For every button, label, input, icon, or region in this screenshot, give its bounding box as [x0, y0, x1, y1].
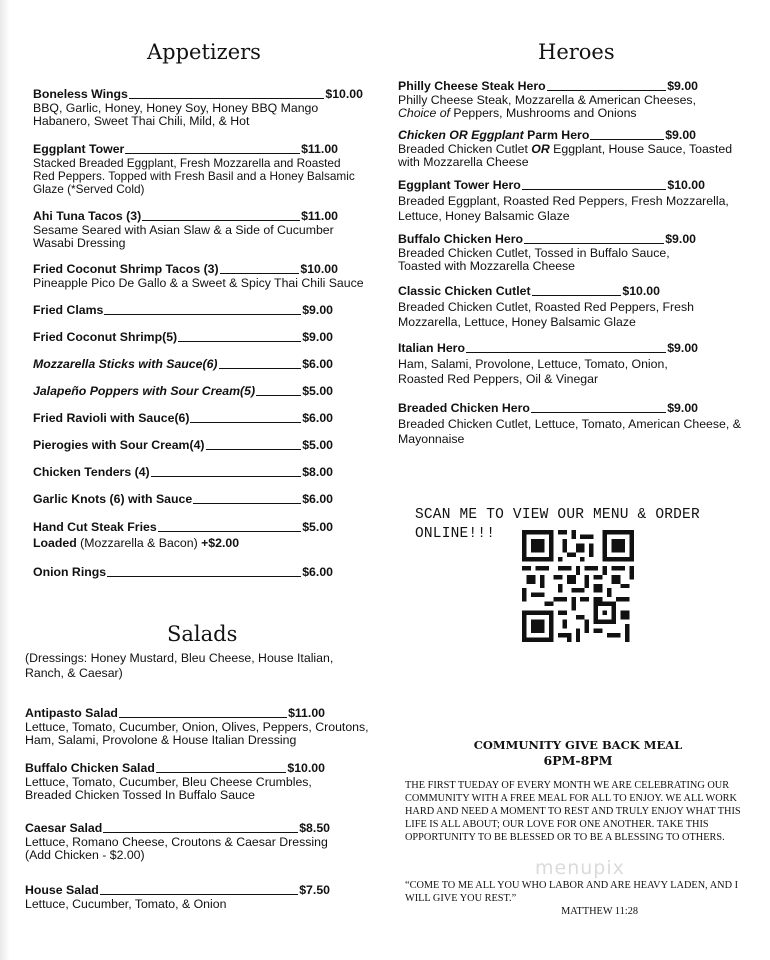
item-price: $9.00: [667, 401, 698, 415]
menu-item: [33, 521, 333, 550]
item-desc: Stacked Breaded Eggplant, Fresh Mozzarella and Roasted Red Peppers. Topped with Fresh Basil and a Honey Balsamic Glaze (*Served Cold): [33, 155, 355, 196]
item-desc-rest: Peppers, Mushrooms and Onions: [449, 106, 637, 121]
item-price: $7.50: [299, 883, 330, 897]
menu-item: [398, 401, 741, 447]
item-desc-italic: Choice of: [398, 106, 450, 121]
item-desc: Breaded Eggplant, Roasted Red Peppers, Fresh Mozzarella, Lettuce, Honey Balsamic Glaze: [398, 193, 729, 223]
item-name: Parm Hero: [523, 128, 590, 142]
loaded-label: Loaded: [33, 535, 77, 550]
scan-text: SCAN ME TO VIEW OUR MENU & ORDER ONLINE!!!: [415, 507, 700, 542]
item-price: $11.00: [301, 142, 338, 156]
heroes-title: Heroes: [538, 40, 615, 64]
item-name: Hand Cut Steak Fries: [33, 520, 157, 534]
item-name: Buffalo Chicken Hero: [398, 232, 524, 246]
qr-code-icon[interactable]: [522, 530, 634, 642]
item-desc: Philly Cheese Steak, Mozzarella & American Cheeses,: [398, 92, 696, 107]
item-name: Ahi Tuna Tacos (3): [33, 209, 142, 223]
item-name: Buffalo Chicken Salad: [25, 761, 155, 775]
item-desc: Lettuce, Romano Cheese, Croutons & Caesar Dressing (Add Chicken - $2.00): [25, 834, 328, 863]
menu-item: [33, 493, 333, 507]
menu-item: [33, 304, 333, 318]
item-desc: Breaded Chicken Cutlet, Roasted Red Peppers, Fresh Mozzarella, Lettuce, Honey Balsamic Glaze: [398, 299, 694, 330]
item-name: Caesar Salad: [25, 821, 103, 835]
item-desc: Pineapple Pico De Gallo & a Sweet & Spicy Thai Chili Sauce: [33, 275, 364, 290]
dressings-note: (Dressings: Honey Mustard, Bleu Cheese, House Italian, Ranch, & Caesar): [25, 651, 334, 680]
menu-item: [33, 385, 333, 399]
item-price: $5.00: [302, 384, 333, 398]
item-name: Garlic Knots (6) with Sauce: [33, 492, 193, 506]
giveback-quote-block: [405, 880, 750, 919]
item-name: Mozzarella Sticks with Sauce(6): [33, 357, 218, 371]
item-desc: Breaded Chicken Cutlet: [398, 141, 532, 156]
item-price: $5.00: [302, 438, 333, 452]
salads-title: Salads: [167, 622, 238, 646]
menu-item: [33, 566, 333, 580]
item-name: Eggplant Tower: [33, 142, 125, 156]
item-name: Breaded Chicken Hero: [398, 401, 530, 415]
item-desc-or: OR: [531, 141, 550, 156]
item-name: Jalapeño Poppers with Sour Cream(5): [33, 384, 256, 398]
item-desc: Lettuce, Tomato, Cucumber, Onion, Olives, Peppers, Croutons, Ham, Salami, Provolone & House Italian Dressing: [25, 719, 369, 748]
menu-item: [33, 210, 338, 251]
giveback-body: THE FIRST TUEDAY OF EVERY MONTH WE ARE CELEBRATING OUR COMMUNITY WITH A FREE MEAL FOR ALL TO ENJOY. WE ALL WORK HARD AND NEED A MOMENT TO REST AND TRULY ENJOY WHAT THIS LIFE IS ALL ABOUT; OUR LOVE FOR ONE ANOTHER. TAKE THIS OPPORTUNITY TO BE BLESSED OR TO BE A BLESSING TO OTHERS.: [405, 780, 741, 843]
menu-item: [33, 262, 364, 290]
item-name: Fried Coconut Shrimp Tacos (3): [33, 262, 219, 276]
item-price: $11.00: [288, 706, 325, 720]
item-price: $6.00: [302, 492, 333, 506]
item-name: Boneless Wings: [33, 87, 128, 101]
menu-item: [398, 342, 698, 387]
item-name: Onion Rings: [33, 565, 107, 579]
menu-item: [398, 178, 729, 224]
item-desc: Breaded Chicken Cutlet, Tossed in Buffalo Sauce, Toasted with Mozzarella Cheese: [398, 245, 670, 274]
item-desc: Breaded Chicken Cutlet, Lettuce, Tomato, American Cheese, & Mayonnaise: [398, 416, 741, 446]
menu-item: [33, 412, 333, 426]
item-price: $6.00: [302, 565, 333, 579]
item-price: $6.00: [302, 357, 333, 371]
item-name: House Salad: [25, 883, 99, 897]
menu-item: [33, 466, 333, 480]
item-price: $8.50: [299, 821, 330, 835]
item-desc: Ham, Salami, Provolone, Lettuce, Tomato, Onion, Roasted Red Peppers, Oil & Vinegar: [398, 356, 668, 386]
item-desc-rest: Eggplant, House Sauce, Toasted with Mozzarella Cheese: [398, 141, 733, 170]
giveback-time: 6PM-8PM: [543, 753, 613, 768]
giveback-reference: MATTHEW 11:28: [561, 905, 638, 917]
item-price: $9.00: [665, 232, 696, 246]
item-name: Eggplant Tower Hero: [398, 178, 521, 192]
giveback-title: COMMUNITY GIVE BACK MEAL: [473, 738, 683, 752]
item-name: Fried Clams: [33, 303, 104, 317]
menu-item: [25, 762, 325, 803]
item-price: $9.00: [302, 330, 333, 344]
item-desc: Sesame Seared with Asian Slaw & a Side of Cucumber Wasabi Dressing: [33, 222, 334, 251]
item-name: Italian Hero: [398, 341, 465, 355]
item-desc: Lettuce, Tomato, Cucumber, Bleu Cheese Crumbles, Breaded Chicken Tossed In Buffalo Sauce: [25, 774, 312, 803]
item-price: $10.00: [325, 87, 363, 101]
item-price: $10.00: [300, 262, 338, 276]
menu-item: [33, 331, 333, 345]
menu-item: [33, 358, 333, 372]
item-name: Chicken Tenders (4): [33, 465, 150, 479]
menu-item: [33, 142, 355, 196]
item-price: $10.00: [287, 761, 325, 775]
item-name: Fried Ravioli with Sauce(6): [33, 411, 190, 425]
watermark: menupix: [535, 857, 625, 879]
menu-item: [25, 822, 330, 863]
item-name-italic: Chicken OR Eggplant: [398, 128, 524, 142]
item-name: Philly Cheese Steak Hero: [398, 79, 546, 93]
menu-item: [398, 233, 696, 274]
item-name: Fried Coconut Shrimp(5): [33, 330, 178, 344]
item-price: $8.00: [302, 465, 333, 479]
loaded-price: +$2.00: [201, 535, 240, 550]
item-price: $5.00: [302, 520, 333, 534]
appetizers-title: Appetizers: [147, 40, 261, 64]
item-desc: BBQ, Garlic, Honey, Honey Soy, Honey BBQ Mango Habanero, Sweet Thai Chili, Mild, & Hot: [33, 100, 319, 129]
menu-item: [33, 88, 363, 129]
item-name: Classic Chicken Cutlet: [398, 284, 531, 298]
item-price: $9.00: [667, 341, 698, 355]
menu-item: [25, 884, 330, 911]
page-edge: [0, 0, 10, 960]
item-price: $9.00: [665, 128, 696, 142]
item-price: $6.00: [302, 411, 333, 425]
item-price: $9.00: [302, 303, 333, 317]
item-price: $11.00: [301, 209, 338, 223]
loaded-detail: (Mozzarella & Bacon): [76, 535, 202, 550]
item-price: $9.00: [667, 79, 698, 93]
giveback-quote: “COME TO ME ALL YOU WHO LABOR AND ARE HEAVY LADEN, AND I WILL GIVE YOU REST.”: [405, 880, 739, 904]
item-name: Antipasto Salad: [25, 706, 118, 720]
menu-item: [25, 706, 369, 748]
item-name: Pierogies with Sour Cream(4): [33, 438, 205, 452]
item-desc: Lettuce, Cucumber, Tomato, & Onion: [25, 896, 227, 911]
item-price: $10.00: [667, 178, 705, 192]
menu-item: [398, 80, 698, 121]
menu-item: [33, 439, 333, 453]
item-price: $10.00: [622, 284, 660, 298]
menu-item: [398, 128, 733, 170]
menu-item: [398, 284, 694, 331]
